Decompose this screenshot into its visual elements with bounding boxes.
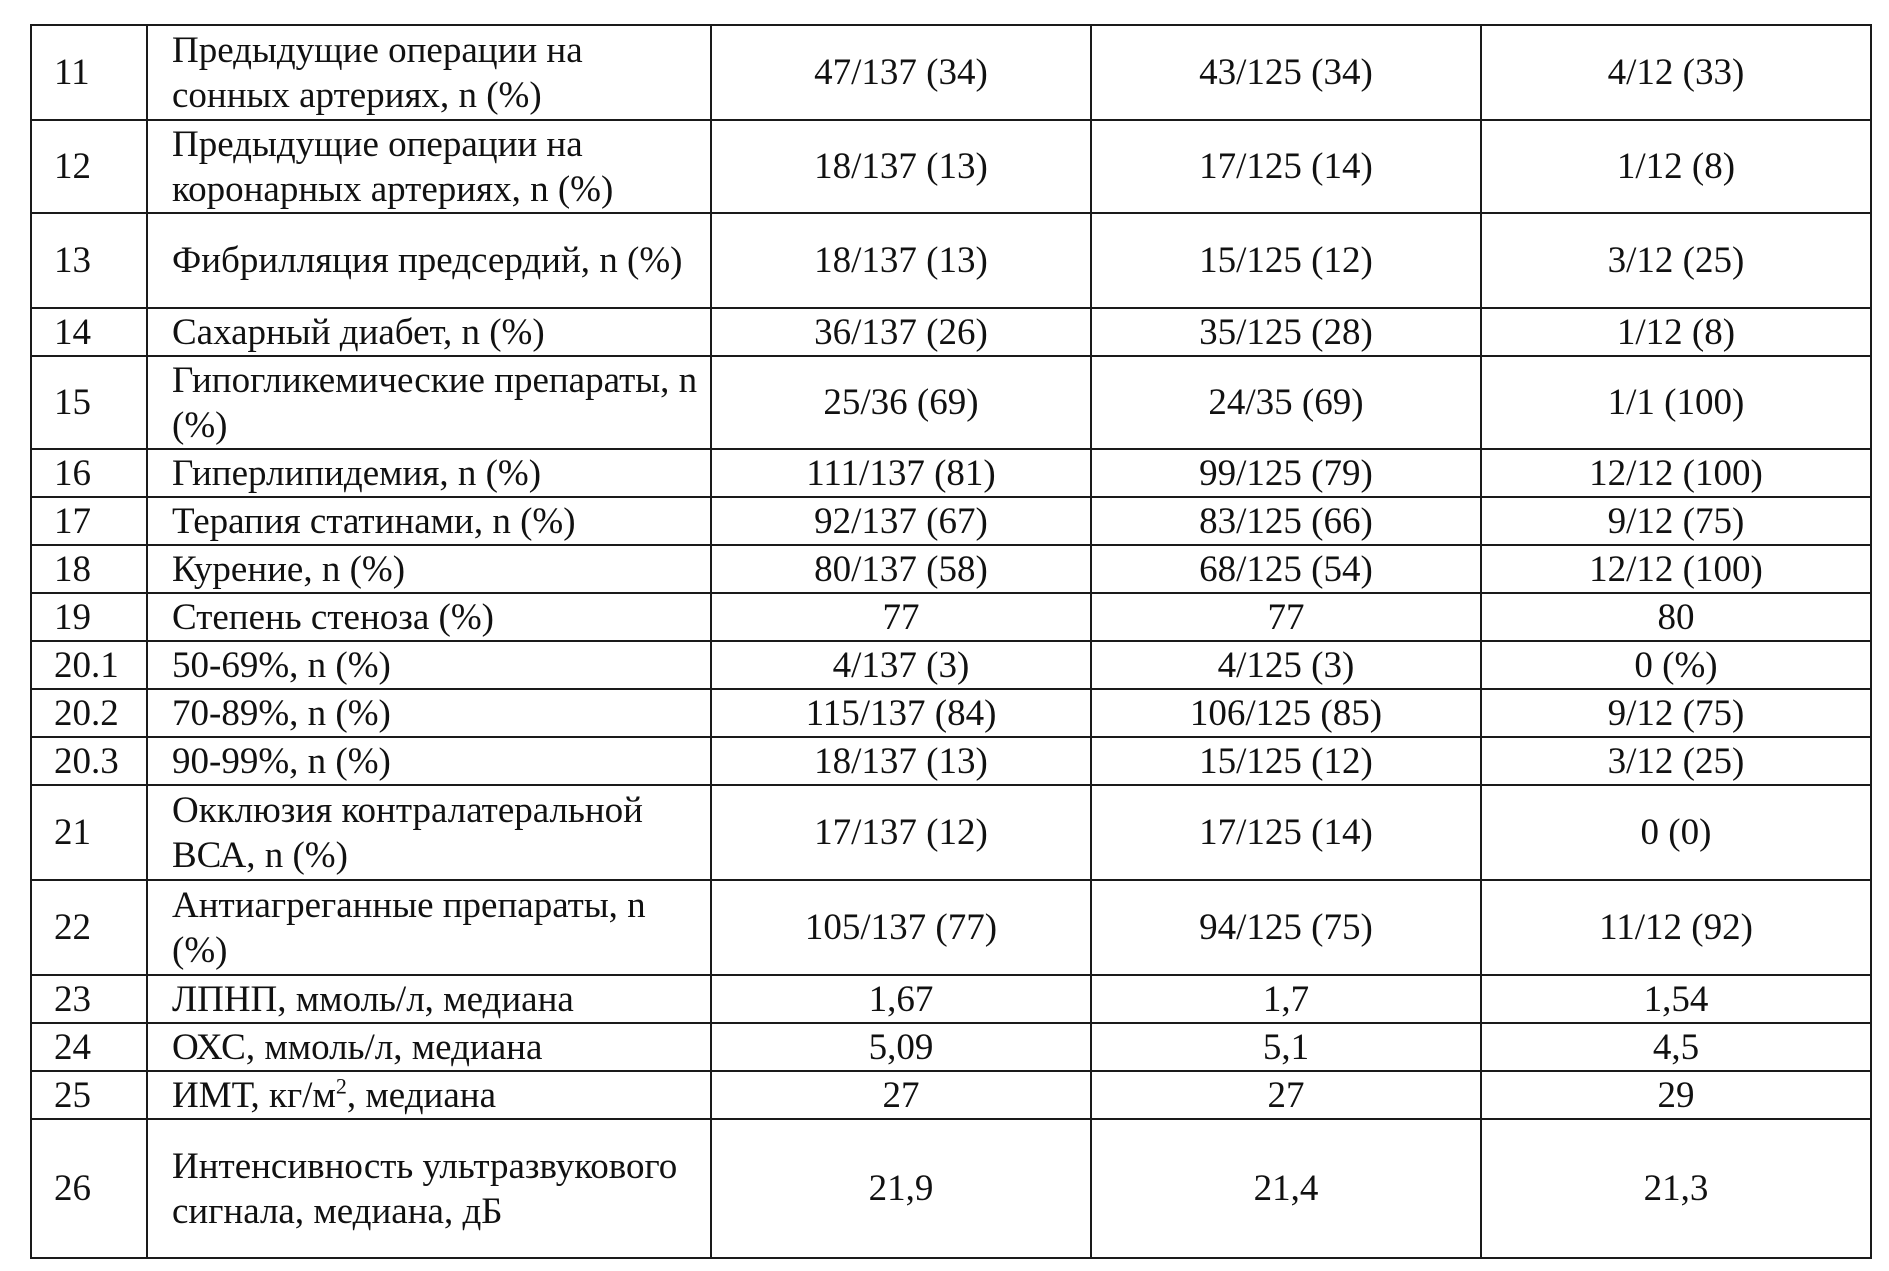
row-label: Антиагреганные препараты, n (%) <box>147 880 711 975</box>
data-table-container <box>30 24 1870 1259</box>
row-number: 12 <box>31 120 147 213</box>
cell-group-2: 11/12 (92) <box>1481 880 1871 975</box>
row-number: 20.3 <box>31 737 147 785</box>
cell-total: 21,9 <box>711 1119 1091 1258</box>
row-number: 16 <box>31 449 147 497</box>
cell-total: 111/137 (81) <box>711 449 1091 497</box>
cell-total: 1,67 <box>711 975 1091 1023</box>
cell-total: 27 <box>711 1071 1091 1119</box>
cell-group-2: 29 <box>1481 1071 1871 1119</box>
row-label: 50-69%, n (%) <box>147 641 711 689</box>
cell-group-2: 3/12 (25) <box>1481 213 1871 308</box>
cell-total: 92/137 (67) <box>711 497 1091 545</box>
label-text-suffix: , медиана <box>346 1074 496 1116</box>
cell-group-1: 99/125 (79) <box>1091 449 1481 497</box>
label-superscript: 2 <box>335 1073 347 1099</box>
cell-group-2: 1/12 (8) <box>1481 120 1871 213</box>
row-label: Сахарный диабет, n (%) <box>147 308 711 356</box>
cell-group-1: 17/125 (14) <box>1091 785 1481 880</box>
cell-group-1: 35/125 (28) <box>1091 308 1481 356</box>
row-number: 19 <box>31 593 147 641</box>
table-row <box>31 1023 1871 1071</box>
cell-group-2: 3/12 (25) <box>1481 737 1871 785</box>
cell-group-1: 17/125 (14) <box>1091 120 1481 213</box>
table-row <box>31 1119 1871 1258</box>
row-label: Гиперлипидемия, n (%) <box>147 449 711 497</box>
table-row <box>31 545 1871 593</box>
cell-total: 47/137 (34) <box>711 25 1091 120</box>
cell-group-2: 0 (0) <box>1481 785 1871 880</box>
cell-group-1: 68/125 (54) <box>1091 545 1481 593</box>
row-label: Окклюзия контралатеральной ВСА, n (%) <box>147 785 711 880</box>
cell-group-1: 15/125 (12) <box>1091 737 1481 785</box>
row-label: Курение, n (%) <box>147 545 711 593</box>
cell-group-2: 1/1 (100) <box>1481 356 1871 449</box>
cell-group-1: 83/125 (66) <box>1091 497 1481 545</box>
cell-total: 17/137 (12) <box>711 785 1091 880</box>
cell-total: 25/36 (69) <box>711 356 1091 449</box>
row-number: 15 <box>31 356 147 449</box>
cell-total: 36/137 (26) <box>711 308 1091 356</box>
row-label: Терапия статинами, n (%) <box>147 497 711 545</box>
row-number: 24 <box>31 1023 147 1071</box>
table-row <box>31 497 1871 545</box>
cell-total: 18/137 (13) <box>711 120 1091 213</box>
row-label: Степень стеноза (%) <box>147 593 711 641</box>
row-number: 26 <box>31 1119 147 1258</box>
cell-total: 77 <box>711 593 1091 641</box>
table-row <box>31 213 1871 308</box>
cell-group-2: 1,54 <box>1481 975 1871 1023</box>
cell-group-1: 24/35 (69) <box>1091 356 1481 449</box>
table-row <box>31 120 1871 213</box>
table-row <box>31 689 1871 737</box>
table-row <box>31 785 1871 880</box>
cell-group-2: 9/12 (75) <box>1481 497 1871 545</box>
row-label: 70-89%, n (%) <box>147 689 711 737</box>
table-row <box>31 449 1871 497</box>
row-number: 17 <box>31 497 147 545</box>
table-row <box>31 641 1871 689</box>
cell-group-1: 43/125 (34) <box>1091 25 1481 120</box>
cell-group-1: 94/125 (75) <box>1091 880 1481 975</box>
cell-total: 18/137 (13) <box>711 737 1091 785</box>
row-number: 22 <box>31 880 147 975</box>
row-number: 18 <box>31 545 147 593</box>
table-row <box>31 1071 1871 1119</box>
table-row <box>31 356 1871 449</box>
row-number: 11 <box>31 25 147 120</box>
cell-group-2: 0 (%) <box>1481 641 1871 689</box>
cell-total: 80/137 (58) <box>711 545 1091 593</box>
cell-group-1: 77 <box>1091 593 1481 641</box>
cell-group-1: 1,7 <box>1091 975 1481 1023</box>
cell-group-1: 27 <box>1091 1071 1481 1119</box>
cell-group-2: 12/12 (100) <box>1481 449 1871 497</box>
table-row <box>31 308 1871 356</box>
row-label: 90-99%, n (%) <box>147 737 711 785</box>
cell-group-1: 106/125 (85) <box>1091 689 1481 737</box>
cell-group-2: 1/12 (8) <box>1481 308 1871 356</box>
cell-group-2: 4,5 <box>1481 1023 1871 1071</box>
cell-group-1: 5,1 <box>1091 1023 1481 1071</box>
cell-total: 115/137 (84) <box>711 689 1091 737</box>
row-label: ЛПНП, ммоль/л, медиана <box>147 975 711 1023</box>
cell-group-2: 4/12 (33) <box>1481 25 1871 120</box>
cell-total: 5,09 <box>711 1023 1091 1071</box>
cell-group-2: 12/12 (100) <box>1481 545 1871 593</box>
cell-group-2: 80 <box>1481 593 1871 641</box>
row-number: 21 <box>31 785 147 880</box>
data-table <box>30 24 1872 1259</box>
table-row <box>31 975 1871 1023</box>
row-number: 23 <box>31 975 147 1023</box>
table-row <box>31 737 1871 785</box>
cell-total: 105/137 (77) <box>711 880 1091 975</box>
cell-group-1: 4/125 (3) <box>1091 641 1481 689</box>
row-label <box>147 1071 711 1119</box>
row-label: Предыдущие операции на сонных артериях, n (%) <box>147 25 711 120</box>
row-label: Интенсивность ультразвукового сигнала, медиана, дБ <box>147 1119 711 1258</box>
label-text: ИМТ, кг/м <box>172 1074 336 1116</box>
cell-group-2: 9/12 (75) <box>1481 689 1871 737</box>
row-label: Фибрилляция предсердий, n (%) <box>147 213 711 308</box>
cell-group-1: 15/125 (12) <box>1091 213 1481 308</box>
row-label: Предыдущие операции на коронарных артериях, n (%) <box>147 120 711 213</box>
cell-total: 4/137 (3) <box>711 641 1091 689</box>
row-number: 13 <box>31 213 147 308</box>
row-number: 14 <box>31 308 147 356</box>
row-label: Гипогликемические препараты, n (%) <box>147 356 711 449</box>
row-number: 20.1 <box>31 641 147 689</box>
row-number: 20.2 <box>31 689 147 737</box>
row-label: ОХС, ммоль/л, медиана <box>147 1023 711 1071</box>
table-row <box>31 25 1871 120</box>
table-row <box>31 593 1871 641</box>
table-row <box>31 880 1871 975</box>
cell-group-2: 21,3 <box>1481 1119 1871 1258</box>
cell-group-1: 21,4 <box>1091 1119 1481 1258</box>
row-number: 25 <box>31 1071 147 1119</box>
cell-total: 18/137 (13) <box>711 213 1091 308</box>
